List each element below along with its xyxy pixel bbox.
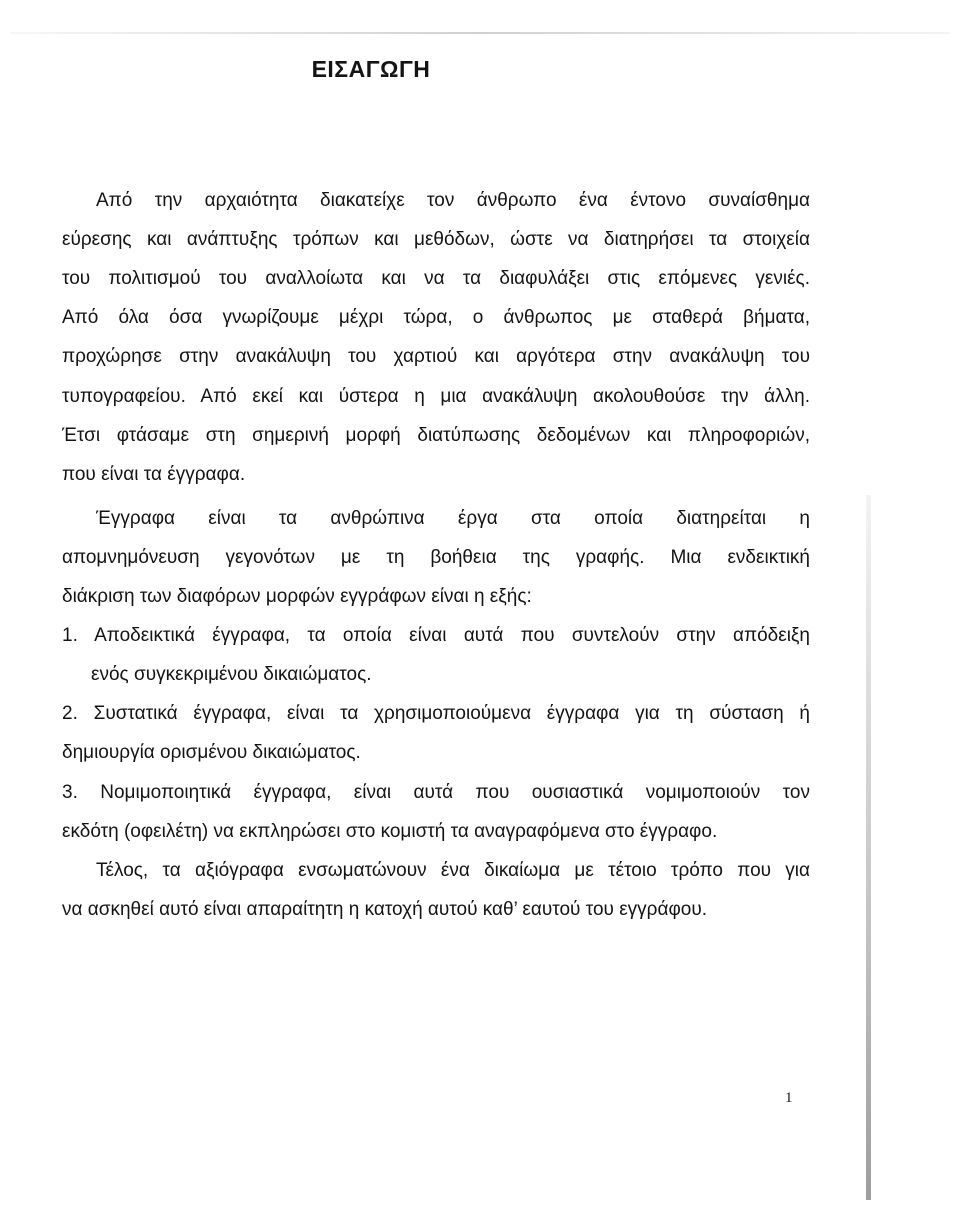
list-item-1-continuation: ενός συγκεκριμένου δικαιώματος. [91,664,372,685]
list-item-2: 2. Συστατικά έγγραφα, είναι τα χρησιμοποιούμενα έγγραφα για τη σύσταση ή [62,703,810,724]
text-line: να ασκηθεί αυτό είναι απαραίτητη η κατοχή αυτού καθ’ εαυτού του εγγράφου. [62,899,708,920]
text-line: Έτσι φτάσαμε στη σημερινή μορφή διατύπωσης δεδομένων και πληροφοριών, [62,425,810,446]
page-title: ΕΙΣΑΓΩΓΗ [311,56,431,82]
text-line: Από όλα όσα γνωρίζουμε μέχρι τώρα, ο άνθρωπος με σταθερά βήματα, [62,307,810,328]
text-line: Έγγραφα είναι τα ανθρώπινα έργα στα οποία διατηρείται η [96,508,810,529]
text-line: διάκριση των διαφόρων μορφών εγγράφων είναι η εξής: [62,586,532,607]
text-line: τυπογραφείου. Από εκεί και ύστερα η μια ανακάλυψη ακολουθούσε την άλλη. [62,386,810,407]
list-item-2-continuation: δημιουργία ορισμένου δικαιώματος. [62,742,361,763]
text-line: προχώρησε στην ανακάλυψη του χαρτιού και αργότερα στην ανακάλυψη του [62,346,810,367]
text-line: εύρεσης και ανάπτυξης τρόπων και μεθόδων, ώστε να διατηρήσει τα στοιχεία [62,229,810,250]
list-item-3-continuation: εκδότη (οφειλέτη) να εκπληρώσει στο κομιστή τα αναγραφόμενα στο έγγραφο. [62,821,718,842]
text-line: απομνημόνευση γεγονότων με τη βοήθεια της γραφής. Μια ενδεικτική [62,547,810,568]
text-line: του πολιτισμού του αναλλοίωτα και να τα διαφυλάξει στις επόμενες γενιές. [62,268,810,289]
text-line: που είναι τα έγγραφα. [62,464,246,485]
list-item-1: 1. Αποδεικτικά έγγραφα, τα οποία είναι αυτά που συντελούν στην απόδειξη [62,625,810,646]
text-line: Τέλος, τα αξιόγραφα ενσωματώνουν ένα δικαίωμα με τέτοιο τρόπο που για [96,860,810,881]
scan-artifact-right-edge [866,495,871,1200]
text-line: Από την αρχαιότητα διακατείχε τον άνθρωπο ένα έντονο συναίσθημα [96,190,810,211]
list-item-3: 3. Νομιμοποιητικά έγγραφα, είναι αυτά που ουσιαστικά νομιμοποιούν τον [62,782,810,803]
scan-artifact-top [10,32,950,34]
page-number: 1 [785,1090,793,1106]
